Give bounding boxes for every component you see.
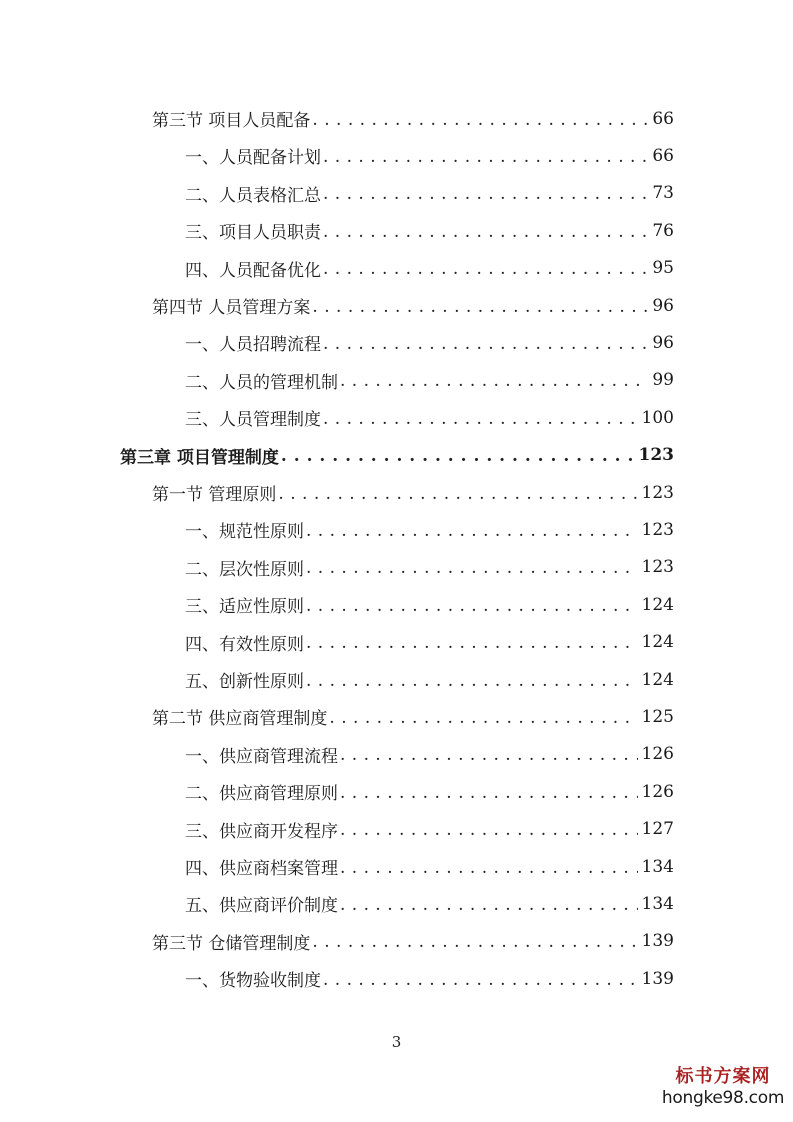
- toc-entry-title: 第三节 仓储管理制度: [152, 933, 311, 954]
- toc-entry[interactable]: [152, 287, 674, 324]
- toc-entry[interactable]: [152, 100, 674, 137]
- toc-entry[interactable]: [185, 511, 674, 548]
- toc-entry-page: 100: [641, 407, 674, 428]
- toc-dot-leader: [340, 370, 648, 390]
- toc-entry-title: 一、规范性原则: [185, 522, 304, 543]
- toc-entry-page: 134: [641, 856, 674, 877]
- toc-entry[interactable]: [185, 250, 674, 287]
- toc-entry-title: 三、供应商开发程序: [185, 821, 338, 842]
- toc-entry[interactable]: [185, 960, 674, 997]
- toc-entry-title: 第四节 人员管理方案: [152, 298, 311, 318]
- toc-entry[interactable]: [185, 811, 674, 848]
- toc-entry-title: 四、人员配备优化: [185, 260, 321, 281]
- toc-entry[interactable]: [185, 586, 674, 623]
- toc-entry-title: 二、人员表格汇总: [185, 185, 321, 206]
- toc-entry-title: 二、人员的管理机制: [185, 372, 338, 393]
- toc-entry-page: 134: [641, 893, 674, 914]
- toc-dot-leader: [306, 632, 638, 652]
- toc-entry-page: 99: [652, 370, 674, 391]
- toc-dot-leader: [312, 296, 648, 316]
- toc-entry-title: 四、供应商档案管理: [185, 859, 338, 879]
- toc-entry-title: 一、人员配备计划: [185, 148, 321, 169]
- toc-dot-leader: [278, 483, 637, 503]
- toc-dot-leader: [323, 969, 638, 989]
- toc-dot-leader: [312, 931, 637, 951]
- toc-entry[interactable]: [185, 175, 674, 212]
- toc-entry-page: 95: [652, 258, 674, 279]
- toc-entry[interactable]: [152, 698, 674, 735]
- toc-dot-leader: [306, 595, 638, 615]
- toc-entry-page: 124: [641, 669, 674, 690]
- toc-entry-title: 三、适应性原则: [185, 597, 304, 618]
- toc-entry-title: 五、创新性原则: [185, 672, 304, 692]
- toc-entry-page: 66: [652, 145, 674, 166]
- watermark-url: hongke98.com: [661, 1088, 785, 1108]
- toc-entry[interactable]: [185, 736, 674, 773]
- toc-entry[interactable]: [185, 324, 674, 361]
- toc-entry-title: 二、供应商管理原则: [185, 784, 338, 805]
- toc-entry-page: 125: [641, 706, 674, 727]
- toc-dot-leader: [340, 782, 638, 802]
- toc-entry[interactable]: [185, 848, 674, 885]
- toc-dot-leader: [340, 894, 638, 914]
- toc-entry[interactable]: [185, 362, 674, 399]
- toc-entry-title: 五、供应商评价制度: [185, 896, 338, 917]
- toc-entry[interactable]: [152, 474, 674, 511]
- toc-entry[interactable]: [120, 437, 674, 474]
- toc-entry[interactable]: [185, 624, 674, 661]
- toc-entry-title: 一、人员招聘流程: [185, 335, 321, 356]
- toc-dot-leader: [340, 819, 638, 839]
- toc-entry-page: 139: [641, 931, 674, 952]
- toc-entry-page: 123: [638, 445, 674, 466]
- toc-entry-title: 第三章 项目管理制度: [120, 447, 279, 468]
- toc-entry[interactable]: [185, 549, 674, 586]
- watermark: [658, 1066, 788, 1108]
- toc-entry-page: 123: [641, 557, 674, 578]
- page-number: 3: [391, 1033, 402, 1051]
- toc-dot-leader: [306, 670, 638, 690]
- toc-dot-leader: [306, 520, 638, 540]
- toc-entry-page: 124: [641, 594, 674, 615]
- toc-dot-leader: [323, 183, 648, 203]
- toc-dot-leader: [340, 857, 638, 877]
- toc-dot-leader: [323, 258, 648, 278]
- toc-dot-leader: [281, 445, 635, 465]
- toc-entry-title: 一、货物验收制度: [185, 971, 321, 992]
- toc-dot-leader: [323, 221, 648, 241]
- toc-entry-page: 126: [641, 781, 674, 802]
- toc-entry-page: 123: [641, 482, 674, 503]
- toc-dot-leader: [306, 557, 638, 577]
- toc-dot-leader: [329, 707, 637, 727]
- toc-entry-title: 四、有效性原则: [185, 634, 304, 655]
- toc-entry-page: 96: [652, 332, 674, 353]
- toc-entry-title: 三、项目人员职责: [185, 223, 321, 244]
- toc-entry-title: 第一节 管理原则: [152, 485, 277, 505]
- toc-entry-page: 139: [641, 968, 674, 989]
- toc-entry[interactable]: [185, 137, 674, 174]
- toc-entry[interactable]: [185, 399, 674, 436]
- toc-entry-page: 76: [652, 220, 674, 241]
- toc-entry-page: 123: [641, 519, 674, 540]
- toc-entry[interactable]: [152, 923, 674, 960]
- toc-entry[interactable]: [185, 212, 674, 249]
- toc-entry[interactable]: [185, 773, 674, 810]
- toc-entry-title: 二、层次性原则: [185, 559, 304, 580]
- toc-dot-leader: [323, 146, 648, 166]
- toc-dot-leader: [340, 744, 638, 764]
- toc-entry-page: 124: [641, 632, 674, 653]
- toc-entry-page: 126: [641, 744, 674, 765]
- toc-entry-page: 66: [652, 108, 674, 129]
- toc-dot-leader: [323, 408, 638, 428]
- toc-entry[interactable]: [185, 661, 674, 698]
- toc-dot-leader: [312, 109, 648, 129]
- toc-entry-page: 73: [652, 183, 674, 204]
- watermark-name: 标书方案网: [675, 1066, 771, 1087]
- toc-entry-title: 一、供应商管理流程: [185, 746, 338, 767]
- toc-entry-title: 第三节 项目人员配备: [152, 111, 311, 131]
- toc-entry[interactable]: [185, 885, 674, 922]
- toc-entry-title: 第二节 供应商管理制度: [152, 709, 328, 730]
- toc-entry-page: 127: [641, 819, 674, 840]
- toc-dot-leader: [323, 333, 648, 353]
- toc-entry-page: 96: [652, 295, 674, 316]
- toc-entry-title: 三、人员管理制度: [185, 410, 321, 431]
